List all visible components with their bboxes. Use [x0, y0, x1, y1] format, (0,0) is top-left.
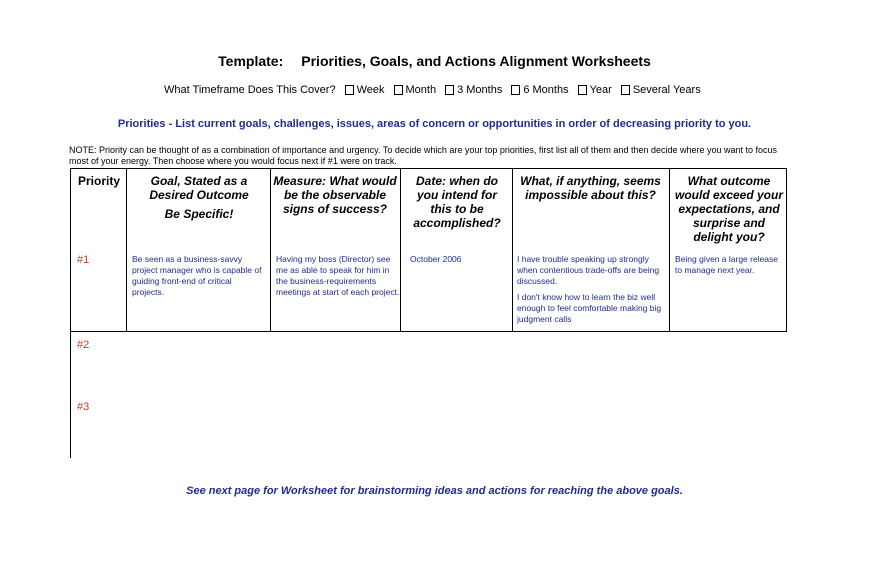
row-label-1: #1: [77, 254, 90, 266]
cell-measure-1: Having my boss (Director) see me as able to speak for him in the business-requirements meetings at start of each project.: [276, 254, 400, 297]
option-label: Year: [589, 84, 612, 96]
column-divider: [512, 168, 513, 331]
impossible-item: I have trouble speaking up strongly when contentious trade-offs are being discussed.: [517, 254, 660, 286]
checkbox-icon[interactable]: [445, 85, 454, 95]
column-divider: [270, 168, 271, 331]
row-divider: [70, 331, 787, 332]
row-label-2: #2: [77, 339, 90, 351]
checkbox-icon[interactable]: [345, 85, 354, 95]
cell-impossible-1: [517, 254, 665, 330]
header-impossible: What, if anything, seems impossible about this?: [520, 174, 661, 202]
worksheet-table: [70, 168, 787, 458]
option-year[interactable]: [578, 84, 612, 96]
header-goal: [132, 174, 266, 221]
footer-note: See next page for Worksheet for brainstorming ideas and actions for reaching the above goals.: [186, 485, 683, 497]
timeframe-question: What Timeframe Does This Cover?: [164, 84, 336, 96]
column-divider: [400, 168, 401, 331]
header-priority: Priority: [77, 174, 120, 188]
option-label: Several Years: [632, 84, 701, 96]
header-measure: Measure: What would be the observable signs of success?: [273, 174, 397, 216]
page-title: [0, 53, 869, 69]
column-divider: [669, 168, 670, 331]
priorities-instruction: Priorities - List current goals, challenges, issues, areas of concern or opportunities in order of decreasing priority to you.: [117, 118, 752, 130]
checkbox-icon[interactable]: [578, 85, 587, 95]
table-border-top: [70, 168, 787, 169]
option-3-months[interactable]: [445, 84, 502, 96]
header-goal-label: Goal, Stated as a Desired Outcome: [149, 174, 249, 202]
header-date: Date: when do you intend for this to be accomplished?: [413, 174, 501, 230]
option-month[interactable]: [394, 84, 437, 96]
timeframe-selector: [164, 84, 701, 96]
row-label-3: #3: [77, 401, 90, 413]
option-6-months[interactable]: [511, 84, 568, 96]
cell-goal-1: Be seen as a business-savvy project manager who is capable of guiding front-end of critical projects.: [132, 254, 262, 297]
option-label: Month: [405, 84, 437, 96]
note-text: NOTE: Priority can be thought of as a combination of importance and urgency. To decide which are your top priorities, first list all of them and then decide where you want to focus most of your energy. Then choose where you would focus next if #1 were on track.: [69, 145, 778, 166]
header-outcome: What outcome would exceed your expectations, and surprise and delight you?: [674, 174, 784, 244]
table-border-right: [786, 168, 787, 331]
impossible-item: I don't know how to learn the biz well enough to feel comfortable making big judgment calls: [517, 292, 662, 324]
cell-date-1: October 2006: [410, 254, 462, 264]
title-prefix: Template:: [218, 53, 284, 69]
title-main: Priorities, Goals, and Actions Alignment Worksheets: [301, 53, 651, 69]
option-label: 3 Months: [457, 84, 503, 96]
checkbox-icon[interactable]: [394, 85, 403, 95]
option-label: Week: [356, 84, 385, 96]
cell-outcome-1: Being given a large release to manage next year.: [675, 254, 779, 275]
option-week[interactable]: [345, 84, 385, 96]
checkbox-icon[interactable]: [621, 85, 630, 95]
checkbox-icon[interactable]: [511, 85, 520, 95]
header-goal-sub: Be Specific!: [164, 207, 234, 221]
option-several-years[interactable]: [621, 84, 701, 96]
table-border-left: [70, 168, 71, 458]
column-divider: [126, 168, 127, 331]
option-label: 6 Months: [523, 84, 569, 96]
